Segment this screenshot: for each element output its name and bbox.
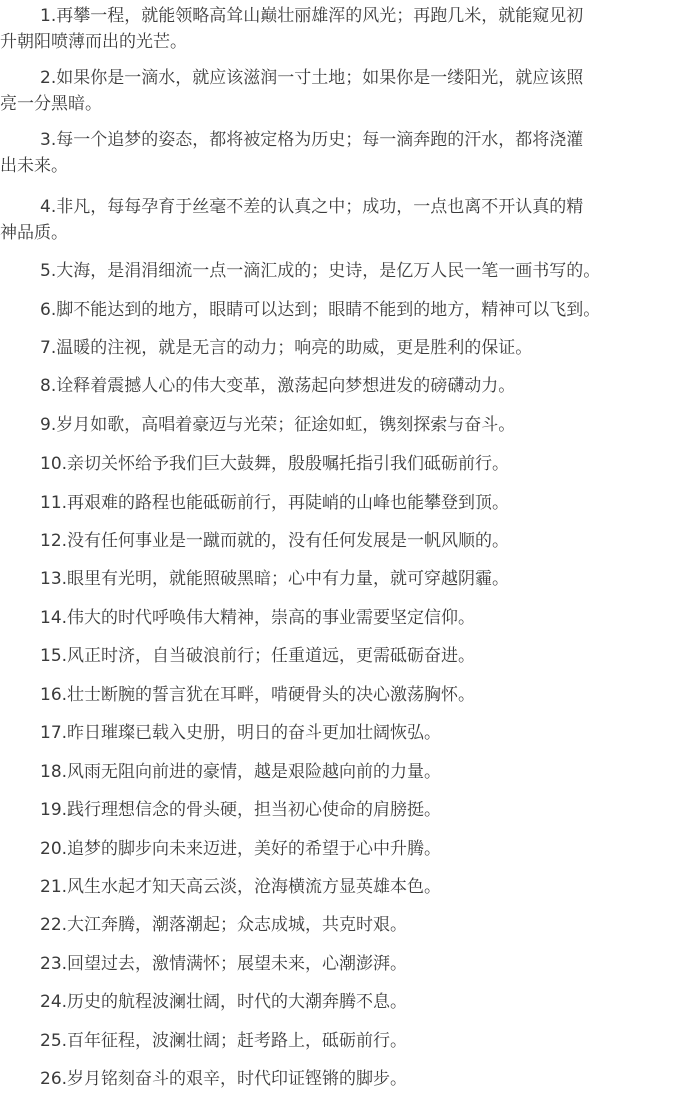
paragraph-line: 24.历史的航程波澜壮阔，时代的大潮奔腾不息。: [40, 992, 408, 1012]
paragraph-line: 22.大江奔腾，潮落潮起；众志成城，共克时艰。: [40, 915, 408, 935]
paragraph-6: [0, 297, 693, 323]
paragraph-line: 12.没有任何事业是一蹴而就的，没有任何发展是一帆风顺的。: [40, 531, 510, 551]
paragraph-line: 14.伟大的时代呼唤伟大精神，崇高的事业需要坚定信仰。: [40, 608, 476, 628]
paragraph-line: 21.风生水起才知天高云淡，沧海横流方显英雄本色。: [40, 877, 442, 897]
paragraph-25: [0, 1028, 693, 1054]
paragraph-14: [0, 605, 693, 631]
paragraph-4: [0, 194, 693, 246]
paragraph-13: [0, 566, 693, 592]
paragraph-9: [0, 412, 693, 438]
paragraph-line: 20.追梦的脚步向未来迈进，美好的希望于心中升腾。: [40, 839, 442, 859]
paragraph-line: 15.风正时济，自当破浪前行；任重道远，更需砥砺奋进。: [40, 646, 476, 666]
paragraph-line: 1.再攀一程，就能领略高耸山巅壮丽雄浑的风光；再跑几米，就能窥见初: [40, 6, 584, 26]
paragraph-12: [0, 528, 693, 554]
paragraph-23: [0, 951, 693, 977]
paragraph-line: 25.百年征程，波澜壮阔；赶考路上，砥砺前行。: [40, 1031, 408, 1051]
paragraph-19: [0, 797, 693, 823]
paragraph-8: [0, 373, 693, 399]
paragraph-20: [0, 836, 693, 862]
paragraph-24: [0, 989, 693, 1015]
paragraph-17: [0, 720, 693, 746]
paragraph-line: 17.昨日璀璨已载入史册，明日的奋斗更加壮阔恢弘。: [40, 723, 442, 743]
paragraph-line: 3.每一个追梦的姿态，都将被定格为历史；每一滴奔跑的汗水，都将浇灌: [40, 130, 584, 150]
paragraph-line: 9.岁月如歌，高唱着豪迈与光荣；征途如虹，镌刻探索与奋斗。: [40, 415, 516, 435]
paragraph-line: 5.大海，是涓涓细流一点一滴汇成的；史诗，是亿万人民一笔一画书写的。: [40, 261, 601, 281]
paragraph-line: 神品质。: [0, 223, 68, 243]
paragraph-line: 4.非凡，每每孕育于丝毫不差的认真之中；成功，一点也离不开认真的精: [40, 197, 584, 217]
paragraph-line: 18.风雨无阻向前进的豪情，越是艰险越向前的力量。: [40, 762, 442, 782]
paragraph-1: [0, 3, 693, 55]
paragraph-11: [0, 490, 693, 516]
paragraph-10: [0, 451, 693, 477]
paragraph-line: 23.回望过去，激情满怀；展望未来，心潮澎湃。: [40, 954, 408, 974]
paragraph-7: [0, 335, 693, 361]
paragraph-16: [0, 682, 693, 708]
paragraph-22: [0, 912, 693, 938]
paragraph-line: 7.温暖的注视，就是无言的动力；响亮的助威，更是胜利的保证。: [40, 338, 533, 358]
paragraph-line: 26.岁月铭刻奋斗的艰辛，时代印证铿锵的脚步。: [40, 1069, 408, 1089]
paragraph-line: 11.再艰难的路程也能砥砺前行，再陡峭的山峰也能攀登到顶。: [40, 493, 510, 513]
paragraph-line: 升朝阳喷薄而出的光芒。: [0, 32, 187, 52]
paragraph-line: 2.如果你是一滴水，就应该滋润一寸土地；如果你是一缕阳光，就应该照: [40, 68, 584, 88]
paragraph-18: [0, 759, 693, 785]
paragraph-line: 出未来。: [0, 156, 68, 176]
paragraph-line: 6.脚不能达到的地方，眼睛可以达到；眼睛不能到的地方，精神可以飞到。: [40, 300, 601, 320]
paragraph-2: [0, 65, 693, 117]
paragraph-line: 19.践行理想信念的骨头硬，担当初心使命的肩膀挺。: [40, 800, 442, 820]
paragraph-line: 13.眼里有光明，就能照破黑暗；心中有力量，就可穿越阴霾。: [40, 569, 510, 589]
paragraph-15: [0, 643, 693, 669]
paragraph-26: [0, 1066, 693, 1092]
paragraph-line: 亮一分黑暗。: [0, 94, 102, 114]
paragraph-line: 8.诠释着震撼人心的伟大变革，激荡起向梦想进发的磅礴动力。: [40, 376, 516, 396]
paragraph-3: [0, 127, 693, 179]
paragraph-21: [0, 874, 693, 900]
paragraph-5: [0, 258, 693, 284]
paragraph-line: 16.壮士断腕的誓言犹在耳畔，啃硬骨头的决心激荡胸怀。: [40, 685, 476, 705]
paragraph-line: 10.亲切关怀给予我们巨大鼓舞，殷殷嘱托指引我们砥砺前行。: [40, 454, 510, 474]
